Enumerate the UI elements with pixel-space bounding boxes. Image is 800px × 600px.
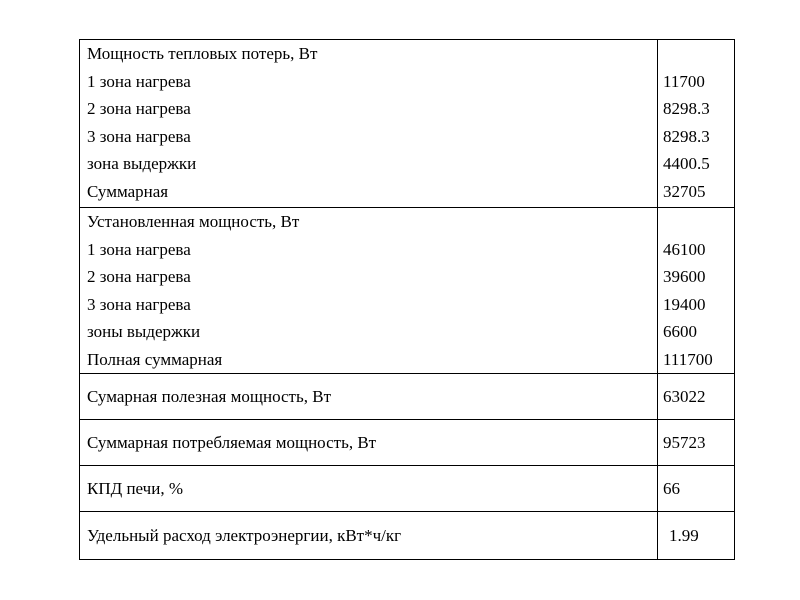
installed-power-zone1-value: 46100 <box>663 239 706 259</box>
heat-loss-zone1-label: 1 зона нагрева <box>87 71 191 91</box>
installed-power-total-value: 111700 <box>663 349 713 369</box>
useful-power-label: Сумарная полезная мощность, Вт <box>80 374 658 419</box>
heat-loss-holding-value: 4400.5 <box>663 154 710 173</box>
efficiency-row <box>80 465 734 511</box>
installed-power-holding-value: 6600 <box>663 322 697 341</box>
installed-power-zone1-label: 1 зона нагрева <box>87 239 191 259</box>
heat-loss-zone2-label: 2 зона нагрева <box>87 99 191 118</box>
efficiency-label: КПД печи, % <box>80 466 658 511</box>
heat-loss-zone2-value: 8298.3 <box>663 99 710 118</box>
heat-loss-group <box>80 40 734 207</box>
heat-loss-zone3-value: 8298.3 <box>663 126 710 146</box>
installed-power-zone2-label: 2 зона нагрева <box>87 267 191 286</box>
installed-power-zone3-value: 19400 <box>663 294 706 314</box>
power-table <box>79 39 735 560</box>
energy-consumption-row <box>80 511 734 559</box>
heat-loss-header: Мощность тепловых потерь, Вт <box>87 44 318 63</box>
installed-power-labels <box>80 208 658 373</box>
consumed-power-label: Суммарная потребляемая мощность, Вт <box>80 420 658 465</box>
installed-power-holding-label: зоны выдержки <box>87 322 201 341</box>
installed-power-total-label: Полная суммарная <box>87 349 223 369</box>
useful-power-value: 63022 <box>663 386 706 406</box>
consumed-power-value: 95723 <box>663 432 706 452</box>
energy-consumption-value: 1.99 <box>669 525 699 545</box>
installed-power-values <box>658 208 734 373</box>
efficiency-value: 66 <box>663 478 680 498</box>
consumed-power-row <box>80 419 734 465</box>
installed-power-zone3-label: 3 зона нагрева <box>87 294 191 314</box>
heat-loss-total-value: 32705 <box>663 181 706 201</box>
heat-loss-labels <box>80 40 658 207</box>
installed-power-header: Установленная мощность, Вт <box>87 212 300 231</box>
heat-loss-total-label: Суммарная <box>87 181 169 201</box>
installed-power-zone2-value: 39600 <box>663 267 706 286</box>
heat-loss-values <box>658 40 734 207</box>
installed-power-group <box>80 207 734 373</box>
heat-loss-zone1-value: 11700 <box>663 71 705 91</box>
energy-consumption-label: Удельный расход электроэнергии, кВт*ч/кг <box>80 512 658 559</box>
heat-loss-holding-label: зона выдержки <box>87 154 197 173</box>
heat-loss-zone3-label: 3 зона нагрева <box>87 126 191 146</box>
useful-power-row <box>80 373 734 419</box>
